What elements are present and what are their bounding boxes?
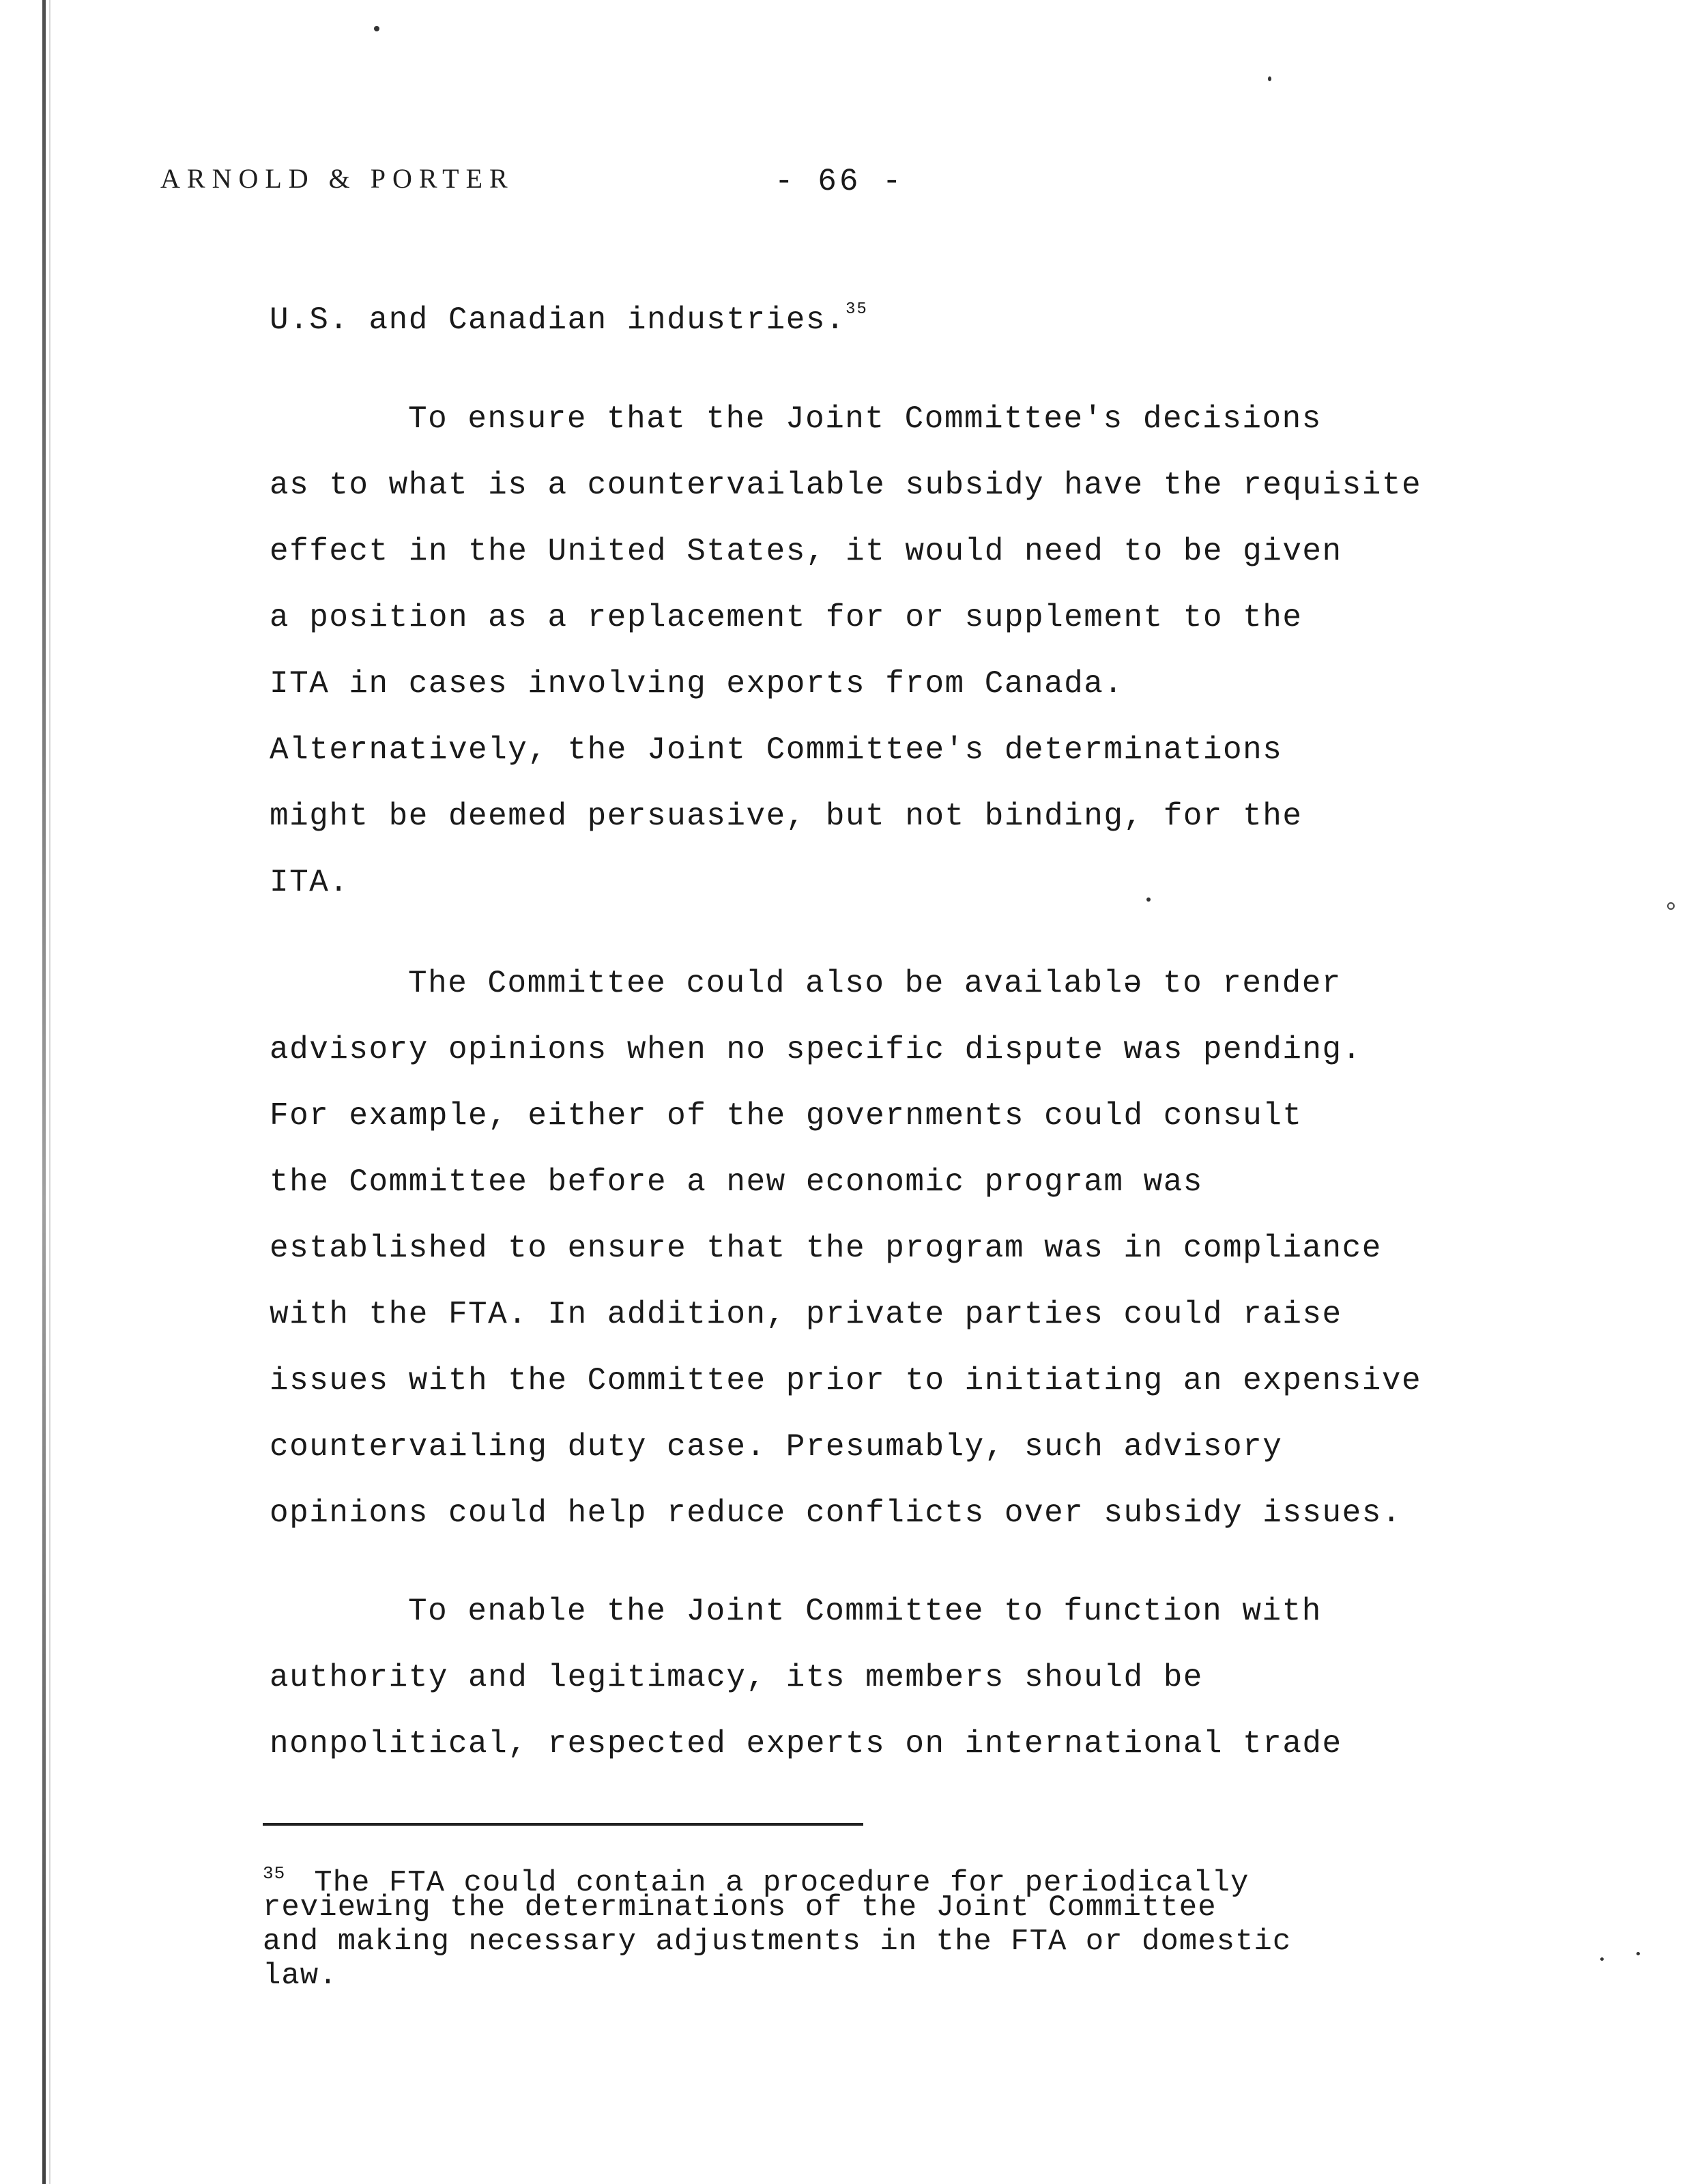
scan-speck <box>1667 902 1675 910</box>
scan-speck <box>1268 76 1271 81</box>
firm-header: ARNOLD & PORTER <box>160 163 515 194</box>
paragraph-3-line: To enable the Joint Committee to function with <box>408 1594 1322 1629</box>
paragraph-1-line: as to what is a countervailable subsidy have the requisite <box>270 468 1422 503</box>
paragraph-3-line: authority and legitimacy, its members should be <box>270 1660 1203 1695</box>
footnote-line: and making necessary adjustments in the FTA or domestic <box>263 1925 1292 1959</box>
paragraph-1-line: To ensure that the Joint Committee's decisions <box>408 401 1322 437</box>
footnote-divider <box>263 1823 863 1826</box>
paragraph-2-line: issues with the Committee prior to initiating an expensive <box>270 1363 1422 1398</box>
footnote-reference: 35 <box>846 300 868 319</box>
paragraph-1-line: a position as a replacement for or supplement to the <box>270 600 1303 635</box>
footnote-text: The FTA could contain a procedure for periodically <box>314 1866 1250 1900</box>
paragraph-2-line: countervailing duty case. Presumably, such advisory <box>270 1429 1283 1465</box>
paragraph-1-line: effect in the United States, it would need to be given <box>270 534 1342 569</box>
body-line-continuation <box>270 300 868 338</box>
paragraph-2-line: opinions could help reduce conflicts over subsidy issues. <box>270 1495 1402 1531</box>
scan-speck <box>1146 897 1151 902</box>
scan-edge-line <box>42 0 46 2184</box>
paragraph-2-line: advisory opinions when no specific dispute was pending. <box>270 1032 1362 1067</box>
paragraph-1-line: ITA. <box>270 865 349 900</box>
paragraph-1-line: Alternatively, the Joint Committee's determinations <box>270 732 1283 768</box>
scan-edge-line-secondary <box>49 0 50 2184</box>
scan-speck <box>1600 1957 1604 1961</box>
paragraph-2-line: with the FTA. In addition, private parties could raise <box>270 1297 1342 1332</box>
scan-speck <box>1636 1952 1640 1955</box>
paragraph-1-line: might be deemed persuasive, but not binding, for the <box>270 799 1303 834</box>
paragraph-2-line: The Committee could also be availablə to render <box>408 966 1342 1001</box>
paragraph-1-line: ITA in cases involving exports from Canada. <box>270 666 1124 702</box>
continuation-text: U.S. and Canadian industries. <box>270 302 846 338</box>
page-number: - 66 - <box>775 164 904 199</box>
footnote-line: reviewing the determinations of the Joint Committee <box>263 1891 1217 1925</box>
paragraph-2-line: For example, either of the governments could consult <box>270 1098 1303 1134</box>
paragraph-3-line: nonpolitical, respected experts on international trade <box>270 1726 1342 1762</box>
footnote-number: 35 <box>263 1863 286 1884</box>
scan-speck <box>374 26 379 31</box>
paragraph-2-line: established to ensure that the program was in compliance <box>270 1231 1382 1266</box>
paragraph-2-line: the Committee before a new economic program was <box>270 1164 1203 1200</box>
footnote-line: law. <box>263 1959 338 1993</box>
